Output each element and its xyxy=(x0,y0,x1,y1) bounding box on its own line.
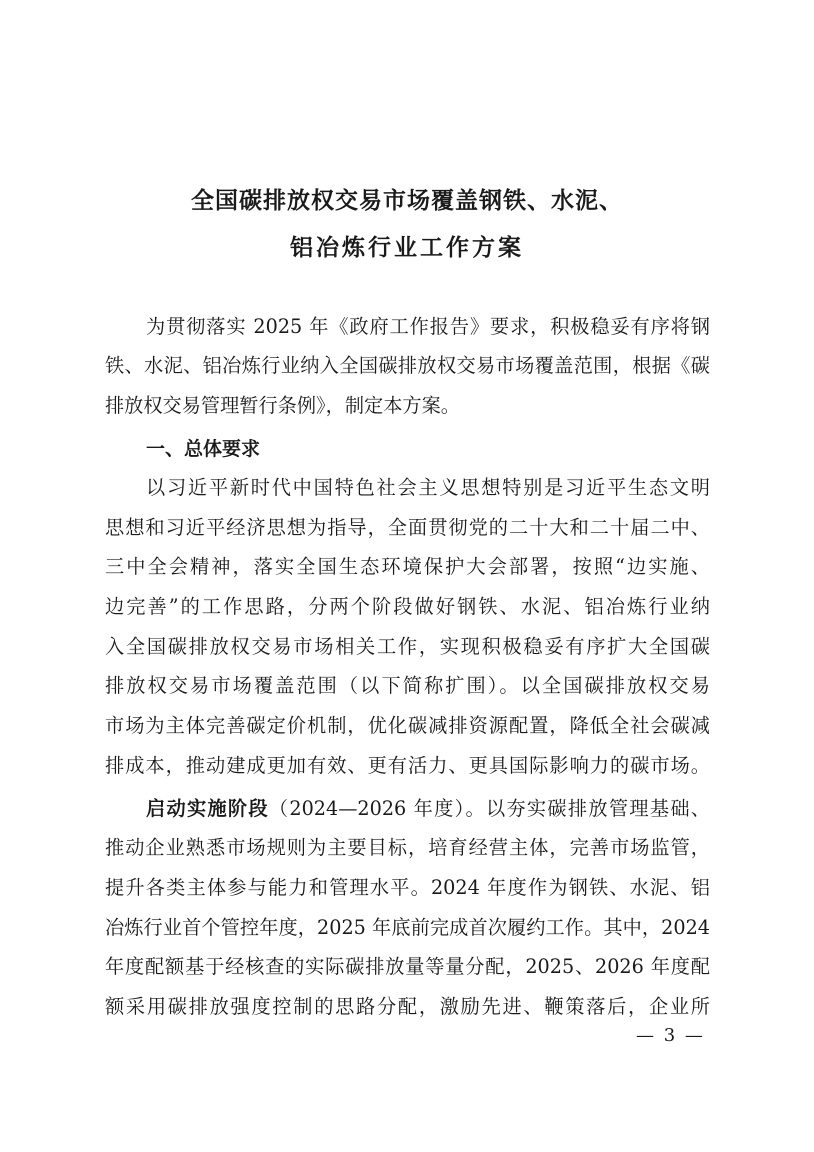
phase1-line-6: 额采用碳排放强度控制的思路分配，激励先进、鞭策落后，企业所 xyxy=(105,995,710,1018)
section1-line-8: 排成本，推动建成更加有效、更有活力、更具国际影响力的碳市场。 xyxy=(105,754,710,777)
section1-line-3: 三中全会精神，落实全国生态环境保护大会部署，按照“边实施、 xyxy=(105,555,710,578)
document-title-line-2: 铝冶炼行业工作方案 xyxy=(290,235,524,261)
phase1-line-1 xyxy=(146,795,710,823)
phase1-lead: 启动实施阶段 xyxy=(146,797,269,820)
intro-line-2: 铁、水泥、铝冶炼行业纳入全国碳排放权交易市场覆盖范围，根据《碳 xyxy=(105,354,710,377)
page-number: — 3 — xyxy=(636,1025,705,1046)
section1-line-6: 排放权交易市场覆盖范围（以下简称扩围）。以全国碳排放权交易 xyxy=(105,674,710,697)
section-heading-general-requirements: 一、总体要求 xyxy=(146,438,261,460)
phase1-line-4: 冶炼行业首个管控年度，2025 年底前完成首次履约工作。其中，2024 xyxy=(105,916,710,939)
section1-line-4: 边完善”的工作思路，分两个阶段做好钢铁、水泥、铝冶炼行业纳 xyxy=(105,595,710,618)
intro-line-1: 为贯彻落实 2025 年《政府工作报告》要求，积极稳妥有序将钢 xyxy=(146,315,710,338)
document-title-line-1: 全国碳排放权交易市场覆盖钢铁、水泥、 xyxy=(191,188,623,214)
phase1-line-3: 提升各类主体参与能力和管理水平。2024 年度作为钢铁、水泥、铝 xyxy=(105,876,710,899)
phase1-lead-rest: （2024—2026 年度）。以夯实碳排放管理基础、 xyxy=(268,797,710,820)
phase1-line-5: 年度配额基于经核查的实际碳排放量等量分配，2025、2026 年度配 xyxy=(105,955,710,978)
section1-line-5: 入全国碳排放权交易市场相关工作，实现积极稳妥有序扩大全国碳 xyxy=(105,635,710,658)
section1-line-7: 市场为主体完善碳定价机制，优化碳减排资源配置，降低全社会碳减 xyxy=(105,714,710,737)
section1-line-2: 思想和习近平经济思想为指导，全面贯彻党的二十大和二十届二中、 xyxy=(105,516,710,539)
section1-line-1: 以习近平新时代中国特色社会主义思想特别是习近平生态文明 xyxy=(146,476,710,499)
phase1-line-2: 推动企业熟悉市场规则为主要目标，培育经营主体，完善市场监管， xyxy=(105,836,710,859)
intro-line-3: 排放权交易管理暂行条例》，制定本方案。 xyxy=(105,394,460,417)
